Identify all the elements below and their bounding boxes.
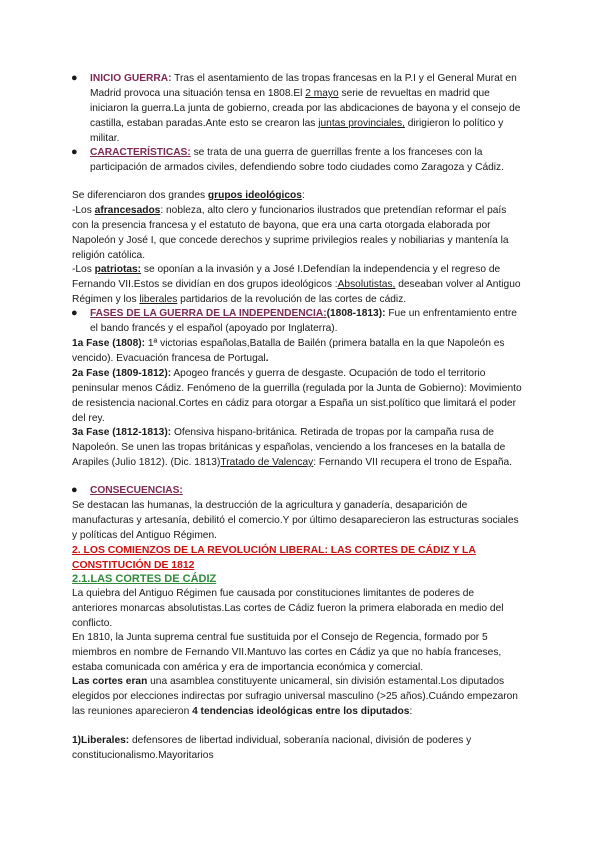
section-2-p1	[72, 586, 522, 631]
afrancesados-prefix: -Los	[72, 205, 95, 216]
section-2-p2-text: En 1810, la Junta suprema central fue sustituida por el Consejo de Regencia, formado por 5 miembros en nombre de Fernando VII.Mantuvo las cortes en Cádiz ya que no había franceses, estaba comunicada con américa y era de importancia económica y comercial.	[72, 632, 502, 673]
afrancesados-term: afrancesados	[94, 205, 161, 216]
cortes-text: una asamblea constituyente unicameral, sin división estamental.Los diputados elegidos por elecciones indirectas por sufragio universal masculino (>25 años).Cuándo empezaron las reuniones aparecieron	[72, 676, 518, 717]
fase-3-label: 3a Fase (1812-1813):	[72, 427, 172, 438]
cortes-eran-label: Las cortes eran	[72, 676, 148, 687]
fase-2-paragraph	[72, 366, 522, 426]
fase-2-text: Apogeo francés y guerra de desgaste. Ocupación de todo el territorio peninsular menos Cádiz. Fenómeno de la guerrilla (regulada por la Junta de Gobierno): Movimiento de resistencia nacional.Cortes en cádiz para otorgar a España un sist.político que limitará el poder del rey.	[72, 368, 522, 424]
caracteristicas-text: se trata de una guerra de guerrillas frente a los franceses con la participación de armados civiles, defendiendo sobre todo ciudades como Zaragoza y Cádiz.	[90, 147, 504, 173]
fases-heading: FASES DE LA GUERRA DE LA INDEPENDENCIA:	[90, 308, 327, 319]
section-2-1-title: 2.1.LAS CORTES DE CÁDIZ	[72, 573, 217, 585]
tendencias-label: 4 tendencias ideológicas entre los diputados	[192, 706, 410, 717]
grupos-term: grupos ideológicos	[207, 190, 302, 201]
afrancesados-text: : nobleza, alto clero y funcionarios ilustrados que pretendían reformar el país con la presencia francesa y el estatuto de bayona, que era una carta otorgada elaborada por Napoleón y José I, que concede derechos y suprime privilegios reales y nobiliarias y mantenía la religión católica.	[72, 205, 509, 261]
section-2-title: 2. LOS COMIENZOS DE LA REVOLUCIÓN LIBERAL: LAS CORTES DE CÁDIZ Y LA CONSTITUCIÓN DE 1812	[72, 545, 476, 571]
consecuencias-heading: CONSECUENCIAS:	[90, 485, 183, 496]
fase-3-end: : Fernando VII recupera el trono de España.	[313, 457, 513, 468]
fase-1-label: 1a Fase (1808):	[72, 338, 146, 349]
inicio-heading: INICIO GUERRA:	[90, 73, 172, 84]
grupos-colon: :	[301, 190, 305, 201]
juntas-provinciales-link[interactable]: juntas provinciales,	[318, 118, 405, 129]
fases-text: Fue un enfrentamiento entre el bando francés y el español (apoyado por Inglaterra).	[90, 308, 517, 334]
bullet-consecuencias	[71, 483, 522, 498]
liberales-label: 1)Liberales:	[72, 735, 130, 746]
bullet-inicio-guerra	[71, 71, 522, 146]
section-2-heading	[72, 543, 522, 573]
fase-1-end: .	[265, 353, 269, 364]
bullet-fases	[71, 306, 522, 336]
fase-2-label: 2a Fase (1809-1812):	[72, 368, 172, 379]
caracteristicas-heading: CARACTERÍSTICAS:	[90, 147, 191, 158]
afrancesados-paragraph	[72, 203, 522, 263]
patriotas-term: patriotas:	[94, 264, 142, 275]
cortes-colon: :	[409, 706, 413, 717]
absolutistas-link[interactable]: Absolutistas,	[337, 279, 396, 290]
patriotas-text-3: partidarios de la revolución de las cortes de cádiz.	[177, 294, 407, 305]
consecuencias-text: Se destacan las humanas, la destrucción de la agricultura y ganadería, desaparición de manufacturas y artesanía, debilitó el comercio.Y por último desaparecieron las estructuras sociales y políticas del Antiguo Régimen.	[72, 500, 519, 541]
fase-3-paragraph	[72, 425, 522, 470]
fase-1-paragraph	[72, 336, 522, 366]
fase-3-text: Ofensiva hispano-británica. Retirada de tropas por la campaña rusa de Napoleón. Se unen las tropas británicas y españolas, venciendo a los franceses en la batalla de Arapiles (Julio 1812). (Dic. 1813)	[72, 427, 506, 468]
section-2-1-heading	[72, 572, 522, 587]
fase-1-text: 1ª victorias españolas,Batalla de Bailén (primera batalla en la que Napoleón es vencido). Evacuación francesa de Portugal	[72, 338, 505, 364]
liberales-paragraph	[72, 733, 522, 763]
bullet-dot-icon: ●	[71, 146, 78, 158]
bullet-dot-icon: ●	[71, 484, 78, 496]
inicio-text-2: serie de revueltas en madrid que iniciaron la guerra.La junta de gobierno, creada por las abdicaciones de bayona y el consejo de castilla, estaban paradas.Ante esto se crearon las	[90, 88, 521, 129]
patriotas-text: se oponían a la invasión y a José I.Defendían la independencia y el regreso de Fernando VII.Estos se dividían en dos grupos ideológicos :	[72, 264, 501, 290]
patriotas-prefix: -Los	[72, 264, 95, 275]
grupos-intro	[72, 188, 522, 203]
bullet-caracteristicas	[71, 145, 522, 175]
patriotas-paragraph	[72, 262, 522, 307]
patriotas-text-2: deseaban volver al Antiguo Régimen y los	[72, 279, 521, 305]
bullet-dot-icon: ●	[71, 307, 78, 319]
bullet-dot-icon: ●	[71, 72, 78, 84]
section-2-p2	[72, 630, 522, 675]
inicio-text-3: dirigieron lo político y militar.	[90, 118, 504, 144]
cortes-paragraph	[72, 674, 522, 719]
liberales-text: defensores de libertad individual, soberanía nacional, división de poderes y constitucionalismo.Mayoritarios	[72, 735, 472, 761]
inicio-text: Tras el asentamiento de las tropas francesas en la P.I y el General Murat en Madrid provoca una situación tensa en 1808.El	[90, 73, 517, 99]
grupos-text: Se diferenciaron dos grandes	[72, 190, 208, 201]
liberales-link[interactable]: liberales	[139, 294, 178, 305]
tratado-valencay-link[interactable]: Tratado de Valencay	[220, 457, 314, 468]
fases-years: (1808-1813):	[326, 308, 386, 319]
section-2-p1-text: La quiebra del Antiguo Régimen fue causada por constituciones limitantes de poderes de anteriores monarcas absolutistas.Las cortes de Cádiz fueron la primera elaborada en medio del conflicto.	[72, 588, 504, 629]
consecuencias-paragraph	[72, 498, 522, 543]
dos-mayo-link[interactable]: 2 mayo	[305, 88, 339, 99]
